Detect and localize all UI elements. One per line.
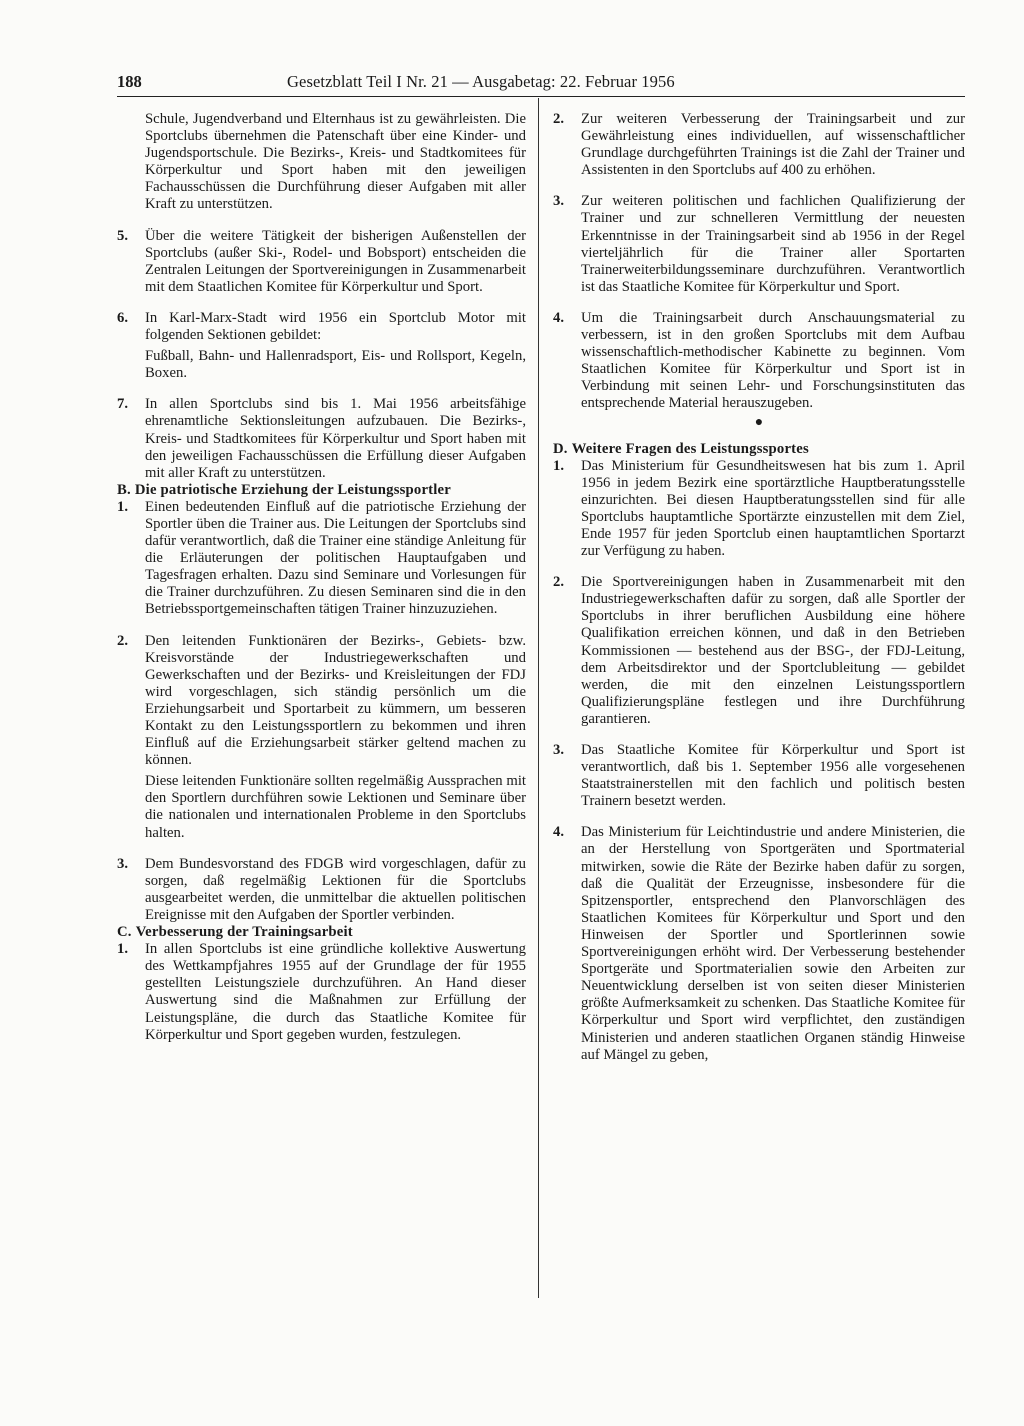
section-letter: B. [117,481,131,498]
list-item [117,499,526,619]
running-head: Gesetzblatt Teil I Nr. 21 — Ausgabetag: 22. Februar 1956 [287,72,675,91]
page-number: 188 [117,72,142,91]
section-heading-c [117,924,526,941]
right-column [553,111,965,1064]
list-item [553,742,965,810]
item-number: 5. [117,227,129,244]
section-letter: D. [553,440,568,457]
item-text: Einen bedeutenden Einfluß auf die patriotische Erziehung der Sportler üben die Trainer aus. Die Leitungen der Sportclubs sind dafür verantwortlich, daß die Trainer eine ständige Anleitung für die Erläuterungen der politischen Hauptaufgaben und Tagesfragen erhalten. Dazu sind Seminare und Vorlesungen für die Trainer durchzuführen. Zu diesen Seminaren sind die in den Betriebssportgemeinschaften tätigen Trainer hinzuzuziehen. [145,498,526,618]
item-text: Das Ministerium für Gesundheitswesen hat bis zum 1. April 1956 in jedem Bezirk eine sportärztliche Hauptberatungsstelle einzurichten. Bei diesen Hauptberatungsstellen sind für alle Sportclubs hauptamtliche Sportärzte einzustellen mit dem Ziel, Ende 1957 für jeden Sportclub einen hauptamtlichen Sportarzt zur Verfügung zu haben. [581,457,965,560]
item-number: 4. [553,309,565,326]
item-text: Um die Trainingsarbeit durch Anschauungsmaterial zu verbessern, ist in den großen Sportclubs mit dem Aufbau wissenschaftlich-methodischer Kabinette zu beginnen. Vom Staatlichen Komitee für Körperkultur und Sport ist in Verbindung mit seinen Lehr- und Forschungsinstituten das entsprechende Material herauszugeben. [581,309,965,412]
item-number: 3. [117,855,129,872]
item-text: Das Ministerium für Leichtindustrie und andere Ministerien, die an der Herstellung von Sportgeräten und Sportmaterial mitwirken, sowie die Räte der Bezirke haben dafür zu sorgen, daß die Qualität der Erzeugnisse, insbesondere für die Spitzensportler, entsprechend den Planvorschlägen des Staatlichen Komitees für Körperkultur und Sport und den Hinweisen der Sportler und Sportlerinnen sowie Sportvereinigungen erhöht wird. Der Verbesserung bestehender Sportgeräte und Sportmaterialien sowie den Arbeiten zur Neuentwicklung derselben ist von seiten dieser Ministerien größte Aufmerksamkeit zu schenken. Das Staatliche Komitee für Körperkultur und Sport wird verpflichtet, den zuständigen Ministerien und anderen staatlichen Organen ständig Hinweise auf Mängel zu geben, [581,824,965,1063]
section-title: Weitere Fragen des Leistungssportes [571,440,809,457]
item-subtext: Diese leitenden Funktionäre sollten regelmäßig Aussprachen mit den Sportlern durchführen sowie Lektionen und Seminare über die nationalen und internationalen Probleme in den Sportclubs halten. [145,773,526,841]
list-item [117,396,526,481]
list-item [117,856,526,924]
item-number: 4. [553,824,565,841]
item-text: Über die weitere Tätigkeit der bisherigen Außenstellen der Sportclubs (außer Ski-, Rodel- und Bobsport) entscheiden die Zentralen Leitungen der Sportvereinigungen in Zusammenarbeit mit dem Staatlichen Komitee für Körperkultur und Sport. [145,227,526,295]
list-item [553,193,965,296]
item-number: 6. [117,309,129,326]
item-text: Die Sportvereinigungen haben in Zusammenarbeit mit den Industriegewerkschaften dafür zu sorgen, daß alle Sportler der Sportclubs in ihrer beruflichen Ausbildung eine höhere Qualifikation erreichen können, und daß in den Betrieben Kommissionen — bestehend aus der BSG-, der FDJ-Leitung, dem Arbeitsdirektor und der Sportclubleitung — gebildet werden, die mit den einzelnen Leistungssportlern Qualifizierungspläne festlegen und ihre Durchführung garantieren. [581,574,965,727]
column-divider [538,98,539,1298]
item-text: Zur weiteren Verbesserung der Trainingsarbeit und zur Gewährleistung eines individuellen, auf wissenschaftlicher Grundlage durchgeführten Trainings ist die Zahl der Trainer und Assistenten in den Sportclubs auf 400 zu erhöhen. [581,111,965,179]
list-item [553,111,965,179]
item-number: 2. [553,111,565,127]
list-item [553,574,965,728]
page-header [117,70,965,97]
item-text: Den leitenden Funktionären der Bezirks-, Gebiets- bzw. Kreisvorstände der Industriegewerkschaften und Gewerkschaften und der Bezirks- und Kreisleitungen der FDJ wird vorgeschlagen, sich ständig persönlich um die Erziehungsarbeit und Sportarbeit zu kümmern, um besseren Kontakt zu den Leistungssportlern zu bekommen und ihren Einfluß auf die Erziehungsarbeit stärker geltend machen zu können. [145,632,526,769]
item-subtext: Fußball, Bahn- und Hallenradsport, Eis- und Rollsport, Kegeln, Boxen. [145,348,526,382]
item-number: 3. [553,193,565,210]
item-text: Zur weiteren politischen und fachlichen Qualifizierung der Trainer und zur schnelleren Vermittlung der neuesten Erkenntnisse in der Trainingsarbeit sind ab 1956 in der Regel vierteljährlich für die Trainer aller Sportarten Trainerweiterbildungsseminare durchzuführen. Verantwortlich ist das Staatliche Komitee für Körperkultur und Sport. [581,193,965,295]
item-text: Das Staatliche Komitee für Körperkultur und Sport ist verantwortlich, daß bis 1. September 1956 alle vorgesehenen Staatstrainerstellen mit den fachlich und politisch besten Trainern besetzt werden. [581,742,965,810]
item-text: In allen Sportclubs sind bis 1. Mai 1956 arbeitsfähige ehrenamtliche Sektionsleitungen aufzubauen. Die Bezirks-, Kreis- und Stadtkomitees für Körperkultur und Sport haben mit den jeweiligen Fachausschüssen die Erfüllung dieser Aufgaben mit aller Kraft zu unterstützen. [145,396,526,481]
list-item [553,310,965,413]
item-number: 1. [117,498,129,515]
item-number: 2. [553,574,565,591]
section-title: Verbesserung der Trainingsarbeit [135,924,353,941]
item-text: Dem Bundesvorstand des FDGB wird vorgeschlagen, dafür zu sorgen, daß regelmäßig Lektionen für die Sportclubs ausgearbeitet werden, die unmittelbar die aktuellen politischen Ereignisse mit den Aufgaben der Sportler verbinden. [145,855,526,923]
list-item [117,310,526,382]
list-item [117,228,526,296]
item-number: 3. [553,742,565,758]
separator-dot: ● [754,414,764,430]
list-item [117,633,526,842]
list-item [553,458,965,561]
section-letter: C. [117,924,132,941]
continued-paragraph: Schule, Jugendverband und Elternhaus ist zu gewährleisten. Die Sportclubs übernehmen die Patenschaft über eine Kinder- und Jugendsportschule. Die Bezirks-, Kreis- und Stadtkomitees für Körperkultur und Sport haben mit den jeweiligen Fachausschüssen die Durchführung dieser Aufgaben mit aller Kraft zu unterstützen. [145,111,526,213]
item-text: In Karl-Marx-Stadt wird 1956 ein Sportclub Motor mit folgenden Sektionen gebildet: [145,309,526,344]
item-number: 2. [117,632,129,649]
list-item [117,941,526,1044]
item-text: In allen Sportclubs ist eine gründliche kollektive Auswertung des Wettkampfjahres 1955 auf der Grundlage der für 1955 gestellten Leistungsziele durchzuführen. An Hand dieser Auswertung sind die Maßnahmen zur Erfüllung der Leistungspläne, die durch das Staatliche Komitee für Körperkultur und Sport gegeben wurden, festzulegen. [145,941,526,1043]
item-number: 1. [553,457,565,474]
section-title: Die patriotische Erziehung der Leistungssportler [134,481,451,498]
section-heading-b [117,482,526,499]
left-column [117,111,526,1044]
item-number: 7. [117,396,129,413]
section-heading-d [553,441,965,458]
item-number: 1. [117,941,129,958]
list-item [553,824,965,1063]
